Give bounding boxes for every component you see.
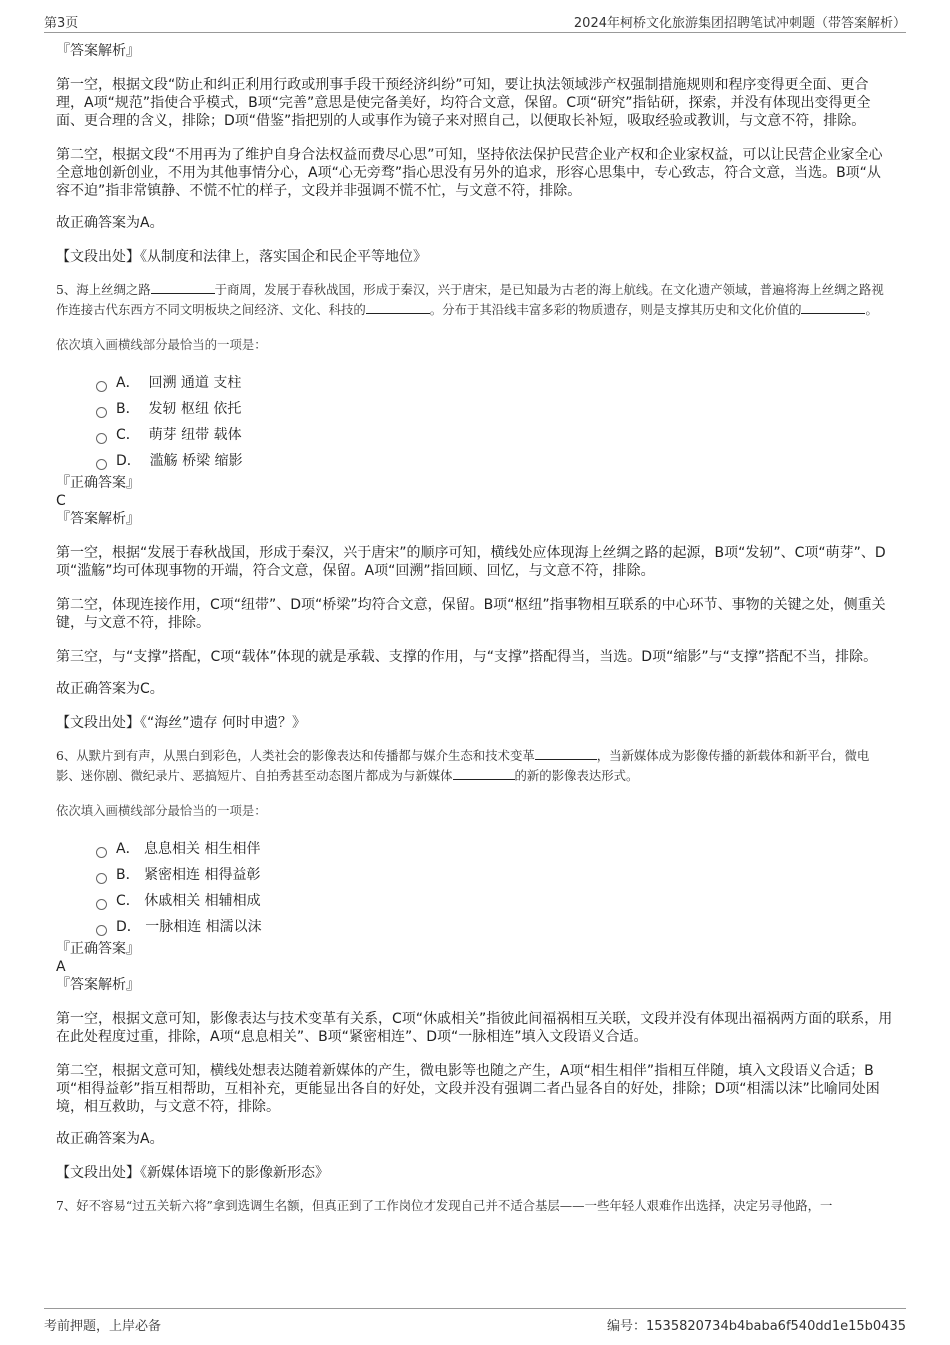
page-content (56, 42, 894, 1216)
option-c[interactable]: C． 休戚相关 相辅相成 (96, 888, 894, 914)
analysis-label: 『答案解析』 (56, 977, 140, 993)
fill-blank (453, 767, 515, 780)
page-number: 第3页 (44, 16, 79, 31)
correct-answer: C (56, 493, 66, 509)
radio-icon[interactable] (96, 847, 107, 858)
source-citation: 【文段出处】《从制度和法律上，落实国企和民企平等地位》 (56, 249, 427, 265)
question-5-options (96, 370, 894, 474)
correct-answer: A (56, 959, 66, 975)
radio-icon[interactable] (96, 433, 107, 444)
option-d[interactable]: D． 滥觞 桥梁 缩影 (96, 448, 894, 474)
radio-icon[interactable] (96, 899, 107, 910)
analysis-paragraph: 第一空，根据“发展于春秋战国，形成于秦汉，兴于唐宋”的顺序可知，横线处应体现海上丝绸之路的起源，B项“发轫”、C项“萌芽”、D项“滥觞”均可体现事物的开端，符合文意，保留。A项“回溯”指回顾、回忆，与文意不符，排除。 (56, 545, 886, 579)
correct-answer-label: 『正确答案』 (56, 475, 140, 491)
document-title: 2024年柯桥文化旅游集团招聘笔试冲刺题（带答案解析） (573, 16, 906, 31)
analysis-paragraph: 第三空，与“支撑”搭配，C项“载体”体现的就是承载、支撑的作用，与“支撑”搭配得当，当选。D项“缩影”与“支撑”搭配不当，排除。 (56, 649, 878, 665)
analysis-paragraph: 第二空，根据文意可知，横线处想表达随着新媒体的产生，微电影等也随之产生，A项“相生相伴”指相互伴随，填入文段语义合适；B项“相得益彰”指互相帮助，互相补充，更能显出各自的好处，文段并没有强调二者凸显各自的好处，排除；D项“相濡以沫”比喻同处困境，相互救助，与文意不符，排除。 (56, 1063, 880, 1115)
question-6-options (96, 836, 894, 940)
fill-blank (801, 301, 865, 314)
question-6-stem: 6、从默片到有声，从黑白到彩色，人类社会的影像表达和传播都与媒介生态和技术变革 ，当新媒体成为影像传播的新载体和新平台，微电影、迷你剧、微纪录片、恶搞短片、自拍秀甚至动态图片都成为与新媒体 的新的影像表达形式。 (56, 748, 870, 783)
question-5-stem: 5、海上丝绸之路 于商周，发展于春秋战国，形成于秦汉，兴于唐宋，是已知最为古老的海上航线。在文化遗产领域，普遍将海上丝绸之路视作连接古代东西方不同文明板块之间经济、文化、科技的 。分布于其沿线丰富多彩的物质遗存，则是支撑其历史和文化价值的 。 (56, 282, 884, 317)
answer-statement: 故正确答案为A。 (56, 1131, 164, 1147)
analysis-label: 『答案解析』 (56, 511, 140, 527)
answer-statement: 故正确答案为A。 (56, 215, 164, 231)
fill-blank (366, 301, 430, 314)
source-citation: 【文段出处】《“海丝”遗存 何时申遗？》 (56, 715, 306, 731)
radio-icon[interactable] (96, 873, 107, 884)
correct-answer-label: 『正确答案』 (56, 941, 140, 957)
analysis-paragraph: 第二空，根据文段“不用再为了维护自身合法权益而费尽心思”可知，坚持依法保护民营企业产权和企业家权益，可以让民营企业家全心全意地创新创业，不用为其他事情分心，A项“心无旁骛”指心思没有另外的追求，形容心思集中，专心致志，符合文意，当选。B项“从容不迫”指非常镇静、不慌不忙的样子，文段并非强调不慌不忙，与文意不符，排除。 (56, 147, 883, 199)
radio-icon[interactable] (96, 381, 107, 392)
radio-icon[interactable] (96, 925, 107, 936)
source-citation: 【文段出处】《新媒体语境下的影像新形态》 (56, 1165, 329, 1181)
radio-icon[interactable] (96, 407, 107, 418)
analysis-paragraph: 第二空，体现连接作用，C项“纽带”、D项“桥梁”均符合文意，保留。B项“枢纽”指事物相互联系的中心环节、事物的关键之处，侧重关键，与文意不符，排除。 (56, 597, 886, 631)
fill-blank (151, 281, 215, 294)
fill-blank (535, 747, 597, 760)
page-header (44, 8, 906, 33)
analysis-paragraph: 第一空，根据文意可知，影像表达与技术变革有关系，C项“休戚相关”指彼此间福祸相互关联，文段并没有体现出福祸两方面的联系，用在此处程度过重，排除，A项“息息相关”、B项“紧密相连”、D项“一脉相连”填入文段语义合适。 (56, 1011, 893, 1045)
question-prompt: 依次填入画横线部分最恰当的一项是： (56, 803, 267, 818)
option-a[interactable]: A． 回溯 通道 支柱 (96, 370, 894, 396)
question-prompt: 依次填入画横线部分最恰当的一项是： (56, 337, 267, 352)
answer-statement: 故正确答案为C。 (56, 681, 164, 697)
page-footer (44, 1308, 906, 1339)
option-b[interactable]: B． 紧密相连 相得益彰 (96, 862, 894, 888)
analysis-paragraph: 第一空，根据文段“防止和纠正利用行政或刑事手段干预经济纠纷”可知，要让执法领域涉产权强制措施规则和程序变得更全面、更合理，A项“规范”指使合乎模式，B项“完善”意思是使完备美好，均符合文意，保留。C项“研究”指钻研，探索，并没有体现出变得更全面、更合理的含义，排除；D项“借鉴”指把别的人或事作为镜子来对照自己，以便取长补短，吸取经验或教训，与文意不符，排除。 (56, 77, 871, 129)
radio-icon[interactable] (96, 459, 107, 470)
footer-slogan: 考前押题，上岸必备 (44, 1319, 162, 1334)
option-c[interactable]: C． 萌芽 纽带 载体 (96, 422, 894, 448)
option-b[interactable]: B． 发轫 枢纽 依托 (96, 396, 894, 422)
document-code: 编号：1535820734b4baba6f540dd1e15b0435 (607, 1319, 906, 1334)
option-a[interactable]: A． 息息相关 相生相伴 (96, 836, 894, 862)
analysis-label: 『答案解析』 (56, 43, 140, 59)
option-d[interactable]: D． 一脉相连 相濡以沫 (96, 914, 894, 940)
question-7-stem: 7、好不容易“过五关斩六将”拿到选调生名额，但真正到了工作岗位才发现自己并不适合基层——一些年轻人艰难作出选择，决定另寻他路，一 (56, 1198, 833, 1213)
